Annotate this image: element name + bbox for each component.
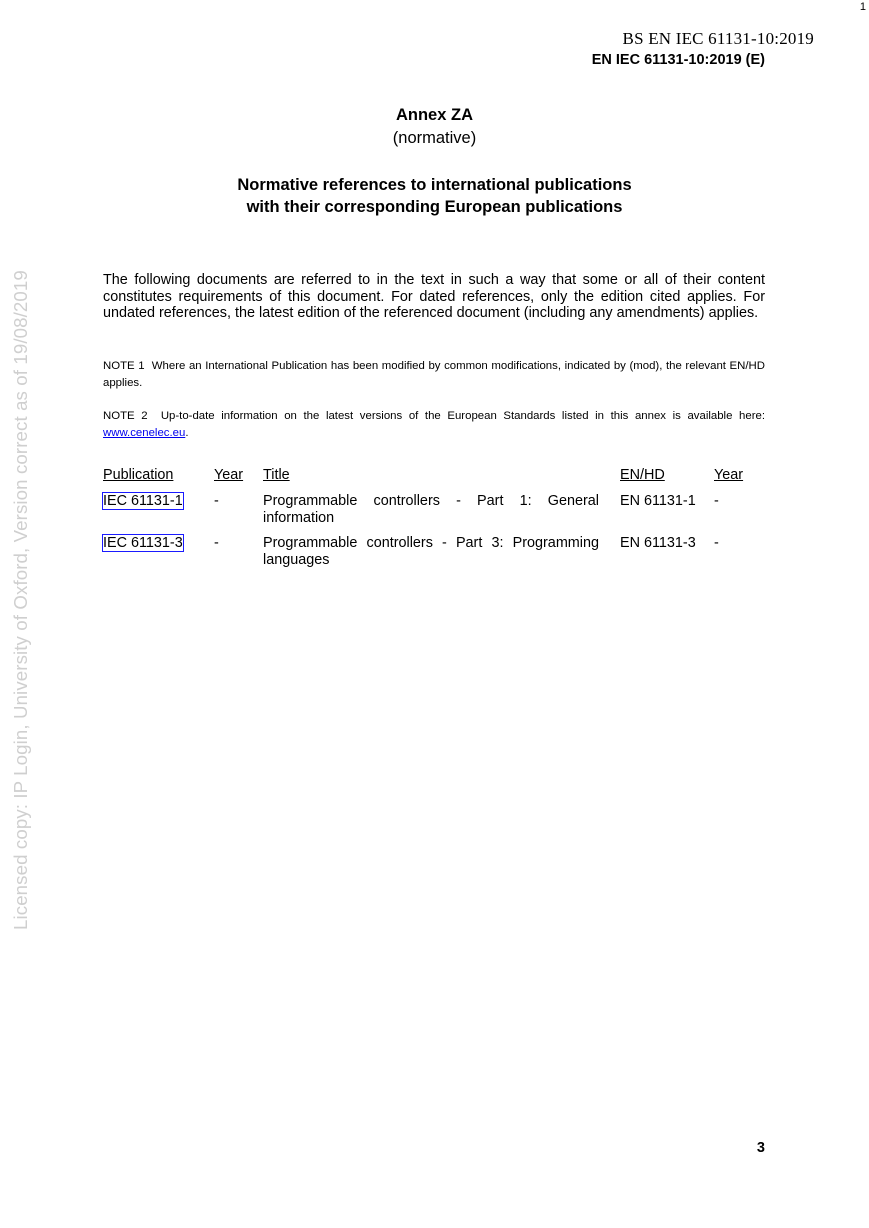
corner-page-number: 1 xyxy=(859,1,866,13)
heading-line-2: with their corresponding European publications xyxy=(246,198,623,216)
intro-paragraph: The following documents are referred to in the text in such a way that some or all of their content constitutes requirements of this document. For dated references, only the edition cited applies. For undated references, the latest edition of the referenced document (including any amendments) applies. xyxy=(103,272,765,322)
table-row-1-en-hd: EN 61131-1 xyxy=(620,493,696,509)
publication-link-61131-1[interactable]: IEC 61131-1 xyxy=(103,493,183,509)
table-row-2-year-2: - xyxy=(714,535,719,551)
bs-designation: BS EN IEC 61131-10:2019 xyxy=(622,29,814,48)
table-row-1-publication[interactable] xyxy=(103,493,184,510)
annex-type: (normative) xyxy=(392,129,477,147)
header-en-hd: EN/HD xyxy=(620,467,665,483)
header-publication: Publication xyxy=(103,467,174,483)
table-row-2-en-hd: EN 61131-3 xyxy=(620,535,696,551)
header-title: Title xyxy=(263,467,290,483)
table-row-2-year: - xyxy=(214,535,219,551)
table-row-1-year-2: - xyxy=(714,493,719,509)
en-designation: EN IEC 61131-10:2019 (E) xyxy=(591,52,765,68)
note-2 xyxy=(103,408,765,442)
table-row-2-publication[interactable] xyxy=(103,535,184,552)
table-row-1-title: Programmable controllers - Part 1: General information xyxy=(263,493,599,526)
header-year: Year xyxy=(214,467,244,483)
annex-title: Annex ZA xyxy=(395,106,473,124)
license-watermark: Licensed copy: IP Login, University of Oxford, Version correct as of 19/08/2019 xyxy=(10,270,31,930)
heading-line-1: Normative references to international publications xyxy=(237,176,632,194)
page-number: 3 xyxy=(756,1140,765,1156)
table-row-1-year: - xyxy=(214,493,219,509)
note-2-end: . xyxy=(185,427,189,439)
cenelec-link[interactable]: www.cenelec.eu xyxy=(103,427,186,439)
section-heading xyxy=(0,174,869,218)
note-1: NOTE 1 Where an International Publication has been modified by common modifications, indicated by (mod), the relevant EN/HD applies. xyxy=(103,360,765,389)
table-row-2-title: Programmable controllers - Part 3: Programming languages xyxy=(263,535,599,568)
publication-link-61131-3[interactable]: IEC 61131-3 xyxy=(103,535,183,551)
header-year-2: Year xyxy=(714,467,744,483)
note-2-text: NOTE 2 Up-to-date information on the latest versions of the European Standards listed in this annex is available here: xyxy=(103,410,765,422)
